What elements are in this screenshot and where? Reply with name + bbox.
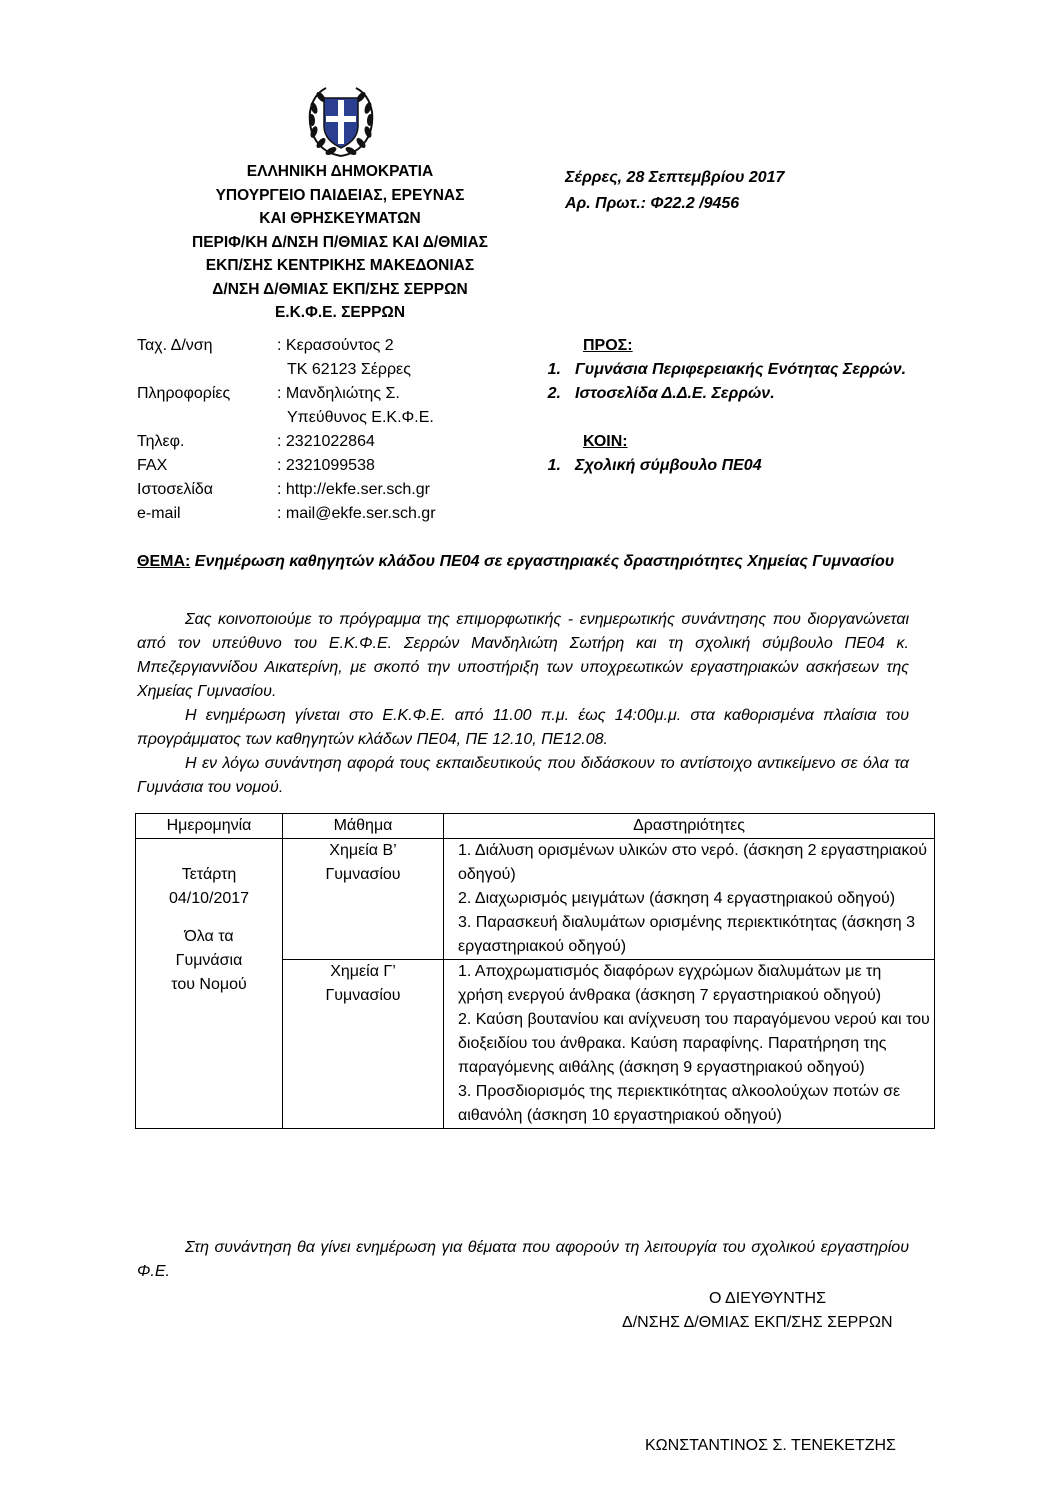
website-link[interactable]: : http://ekfe.ser.sch.gr [277,481,430,498]
course-cell [283,960,444,1129]
body-paragraph: Σας κοινοποιούμε το πρόγραμμα της επιμορφωτικής - ενημερωτικής συνάντησης που διοργανώνεται από τον υπεύθυνο του Ε.Κ.Φ.Ε. Σερρών Μανδηλιώτη Σωτήρη και τη σχολική σύμβουλο ΠΕ04 κ. Μπεζεργιαννίδου Αικατερίνη, με σκοπό την υποστήριξη των υποχρεωτικών εργαστηριακών ασκήσεων της Χημείας Γυμνασίου. [137,611,909,700]
email-label: e-mail [137,505,181,522]
signatory-department: Δ/ΝΣΗΣ Δ/ΘΜΙΑΣ ΕΚΠ/ΣΗΣ ΣΕΡΡΩΝ [622,1314,893,1331]
info-value-2: Υπεύθυνος Ε.Κ.Φ.Ε. [287,409,434,426]
table-header-row [136,814,935,839]
course-line: Χημεία Β’ [329,842,397,859]
letter-body [137,608,909,800]
protocol-number: Αρ. Πρωτ.: Φ22.2 /9456 [565,195,740,212]
issuer-line: ΕΛΛΗΝΙΚΗ ΔΗΜΟΚΡΑΤΙΑ [246,163,434,180]
course-line: Χημεία Γ’ [330,963,396,980]
course-line: Γυμνασίου [325,866,401,883]
date-line: του Νομού [171,976,247,993]
website-label: Ιστοσελίδα [137,481,214,498]
recipient-text: Ιστοσελίδα Δ.Δ.Ε. Σερρών. [575,385,775,402]
issuer-line: ΠΕΡΙΦ/ΚΗ Δ/ΝΣΗ Π/ΘΜΙΑΣ ΚΑΙ Δ/ΘΜΙΑΣ [192,233,488,251]
activity-item: 1. Διάλυση ορισμένων υλικών στο νερό. (άσκηση 2 εργαστηριακού οδηγού) [458,842,927,883]
activity-item: 3. Προσδιορισμός της περιεκτικότητας αλκοολούχων ποτών σε αιθανόλη (άσκηση 10 εργαστηριακού οδηγού) [458,1083,901,1124]
activities-cell [444,960,935,1129]
table-row [136,839,935,960]
body-paragraph: Η εν λόγω συνάντηση αφορά τους εκπαιδευτικούς που διδάσκουν το αντίστοιχο αντικείμενο σε όλα τα Γυμνάσια του νομού. [137,755,909,796]
recipient-number: 2. [547,385,561,402]
cc-text: Σχολική σύμβουλο ΠΕ04 [575,457,762,474]
signatory-title: Ο ΔΙΕΥΘΥΝΤΗΣ [709,1290,826,1307]
phone-label: Τηλεφ. [137,433,185,450]
course-line: Γυμνασίου [325,987,401,1004]
info-label: Πληροφορίες [137,385,231,402]
schedule-table [135,813,935,1129]
recipient-item [523,382,906,406]
document-date: Σέρρες, 28 Σεπτεμβρίου 2017 [565,169,785,186]
contact-details [137,334,436,526]
issuer-line: ΚΑΙ ΘΡΗΣΚΕΥΜΑΤΩΝ [259,210,421,227]
cc-number: 1. [547,457,561,474]
activity-item: 2. Καύση βουτανίου και ανίχνευση του παραγόμενου νερού και του διοξειδίου του άνθρακα. Καύση παραφίνης. Παρατήρηση της παραγόμενης αιθάλης (άσκηση 9 εργαστηριακού οδηγού) [458,1011,930,1076]
address-label: Ταχ. Δ/νση [137,337,213,354]
issuer-line: ΥΠΟΥΡΓΕΙΟ ΠΑΙΔΕΙΑΣ, ΕΡΕΥΝΑΣ [215,186,465,204]
recipient-number: 1. [547,361,561,378]
date-cell [136,839,283,1129]
greek-coat-of-arms-icon [302,82,380,160]
fax-label: FAX [137,457,168,474]
cc-item [523,454,906,478]
column-header-date: Ημερομηνία [136,814,283,839]
recipient-text: Γυμνάσια Περιφερειακής Ενότητας Σερρών. [575,361,907,378]
email-link[interactable]: : mail@ekfe.ser.sch.gr [277,505,436,522]
issuer-line: Δ/ΝΣΗ Δ/ΘΜΙΑΣ ΕΚΠ/ΣΗΣ ΣΕΡΡΩΝ [212,280,468,298]
signatory-name: ΚΩΝΣΤΑΝΤΙΝΟΣ Σ. ΤΕΝΕΚΕΤΖΗΣ [645,1437,896,1454]
issuer-block [140,160,540,325]
activity-item: 2. Διαχωρισμός μειγμάτων (άσκηση 4 εργαστηριακού οδηγού) [458,890,896,907]
phone-value: : 2321022864 [277,433,375,450]
to-heading: ΠΡΟΣ: [583,337,633,354]
date-line: 04/10/2017 [168,890,250,907]
fax-value: : 2321099538 [277,457,375,474]
activity-item: 3. Παρασκευή διαλυμάτων ορισμένης περιεκτικότητας (άσκηση 3 εργαστηριακού οδηγού) [458,914,915,955]
date-line: Τετάρτη [181,866,237,883]
issuer-line: ΕΚΠ/ΣΗΣ ΚΕΝΤΡΙΚΗΣ ΜΑΚΕΔΟΝΙΑΣ [205,257,475,274]
subject-line [137,550,909,574]
closing-text: Στη συνάντηση θα γίνει ενημέρωση για θέματα που αφορούν τη λειτουργία του σχολικού εργαστηρίου Φ.Ε. [137,1239,909,1280]
course-cell [283,839,444,960]
subject-label: ΘΕΜΑ: [137,553,191,570]
activity-item: 1. Αποχρωματισμός διαφόρων εγχρώμων διαλυμάτων με τη χρήση ενεργού άνθρακα (άσκηση 7 εργαστηριακού οδηγού) [458,963,882,1004]
address-value: : Κερασούντος 2 [277,337,394,354]
recipient-item [523,358,906,382]
issuer-line: Ε.Κ.Φ.Ε. ΣΕΡΡΩΝ [274,304,406,321]
date-line: Όλα τα [184,928,234,945]
subject-text: Ενημέρωση καθηγητών κλάδου ΠΕ04 σε εργαστηριακές δραστηριότητες Χημείας Γυμνασίου [190,553,895,570]
recipients-block [523,334,906,478]
body-paragraph: Η ενημέρωση γίνεται στο Ε.Κ.Φ.Ε. από 11.00 π.μ. έως 14:00μ.μ. στα καθορισμένα πλαίσια του προγράμματος των καθηγητών κλάδων ΠΕ04, ΠΕ 12.10, ΠΕ12.08. [137,707,909,748]
date-protocol-block [565,165,784,217]
address-value-2: ΤΚ 62123 Σέρρες [287,361,411,378]
column-header-course: Μάθημα [283,814,444,839]
info-value: : Μανδηλιώτης Σ. [277,385,400,402]
column-header-activities: Δραστηριότητες [444,814,935,839]
date-line: Γυμνάσια [175,952,243,969]
cc-heading: ΚΟΙΝ: [583,433,628,450]
closing-paragraph [137,1236,909,1284]
activities-cell [444,839,935,960]
